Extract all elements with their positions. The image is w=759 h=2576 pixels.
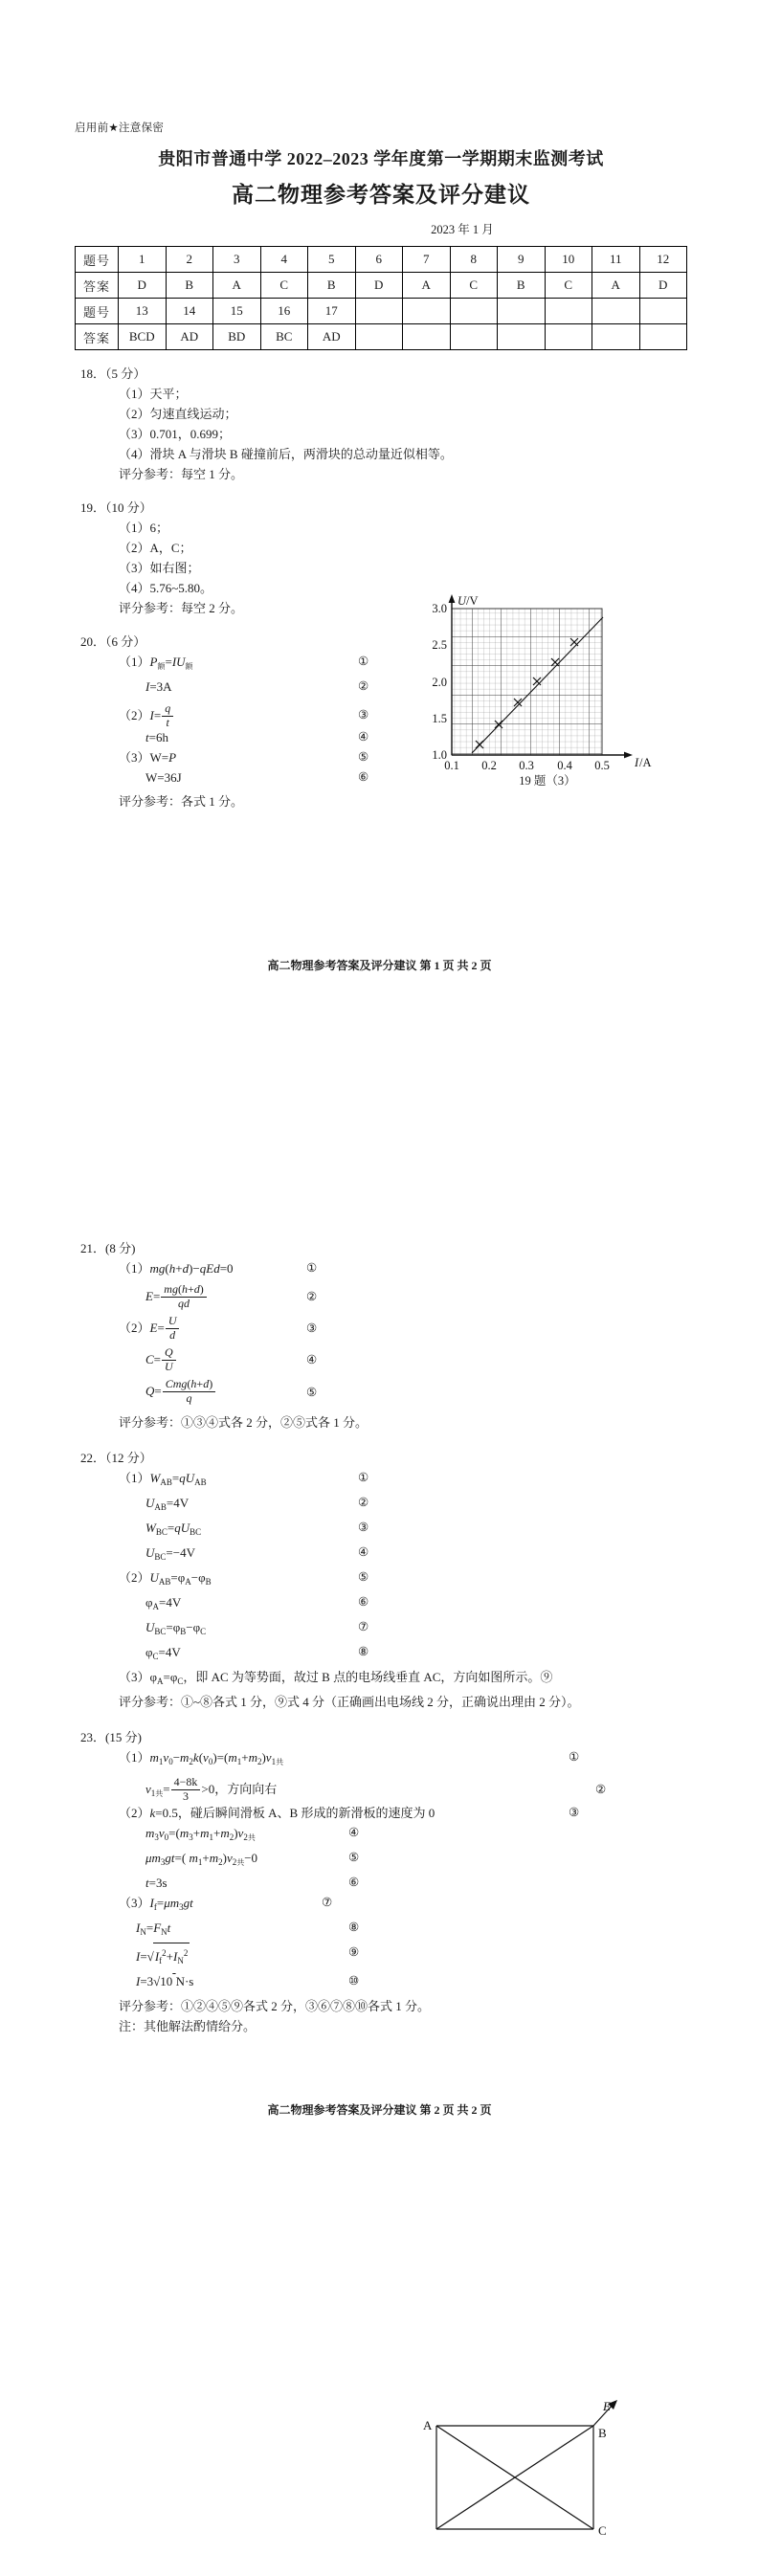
cell: 11	[592, 247, 640, 273]
q19-item-1: （1）6；	[119, 521, 169, 535]
cell	[592, 324, 640, 350]
question-21	[75, 1238, 687, 1432]
svg-text:0.5: 0.5	[594, 759, 610, 772]
eq-num: ⑧	[348, 1921, 360, 1934]
eq-num: ③	[569, 1806, 580, 1819]
q19-score-note: 评分参考：每空 2 分。	[119, 601, 244, 615]
cell	[403, 299, 451, 324]
svg-text:0.3: 0.3	[519, 759, 534, 772]
cell: AD	[308, 324, 356, 350]
cell: B	[308, 273, 356, 299]
eq-num: ④	[348, 1826, 360, 1839]
cell	[545, 324, 592, 350]
label-A: A	[423, 2418, 433, 2432]
eq-num: ②	[358, 1496, 369, 1509]
q23-line-7: $(3)I_f=\mu m_3gt$ ⑦	[119, 1893, 687, 1918]
eq-num: ③	[358, 708, 369, 722]
svg-text:2.0: 2.0	[432, 676, 447, 689]
cell	[450, 324, 498, 350]
page-1	[0, 0, 759, 1074]
svg-text:0.2: 0.2	[481, 759, 497, 772]
cell: 5	[308, 247, 356, 273]
q18-item-4: （4）滑块 A 与滑块 B 碰撞前后，两滑块的总动量近似相等。	[119, 447, 453, 461]
cell	[355, 299, 403, 324]
eq-num: ④	[358, 730, 369, 744]
cell: 3	[213, 247, 261, 273]
svg-text:3.0: 3.0	[432, 602, 447, 615]
q21-line-5: Q= $\frac{\text{Cmg(h+d)}}{q}$ ⑤	[145, 1377, 318, 1405]
svg-text:/V: /V	[466, 594, 479, 608]
cell: 14	[166, 299, 213, 324]
table-row	[76, 273, 687, 299]
cell: 16	[260, 299, 308, 324]
q18-item-3: （3）0.701，0.699；	[119, 427, 232, 441]
eq-num: ⑧	[358, 1645, 369, 1658]
cell	[639, 299, 687, 324]
row-label: 题号	[76, 299, 119, 324]
q23-line-9: $I=√I_f^2+I_N^2$ ⑨	[136, 1943, 687, 1971]
q18-score-note: 评分参考：每空 1 分。	[119, 467, 244, 481]
eq-num: ③	[358, 1521, 369, 1534]
cell: B	[166, 273, 213, 299]
q19-item-2: （2）A，C；	[119, 541, 192, 555]
q23-score-note: 评分参考：①②④⑤⑨各式 2 分，③⑥⑦⑧⑩各式 1 分。	[119, 1999, 431, 2013]
q22-line-5: $(2)U_{AB}=\varphi_A-\varphi_B$ ⑤	[119, 1567, 687, 1592]
cell: BD	[213, 324, 261, 350]
cell: BCD	[119, 324, 167, 350]
svg-text:1.5: 1.5	[432, 712, 447, 725]
eq-num: ①	[569, 1750, 580, 1764]
cell: 13	[119, 299, 167, 324]
eq-num: ③	[306, 1321, 318, 1335]
page-2	[0, 1074, 759, 2538]
q21-head: 21．(8 分)	[80, 1241, 136, 1255]
q22-score-note: 评分参考：①~⑧各式 1 分，⑨式 4 分（正确画出电场线 2 分，正确说出理由 2 分）。	[119, 1695, 580, 1709]
cell: 15	[213, 299, 261, 324]
q22-head: 22．（12 分）	[80, 1451, 152, 1465]
q22-line-1: $(1)W_{AB}=qU_{AB}$ ①	[119, 1468, 687, 1493]
q19-item-4: （4）5.76~5.80。	[119, 581, 213, 595]
cell: 4	[260, 247, 308, 273]
eq-num: ⑤	[358, 1570, 369, 1584]
cell	[545, 299, 592, 324]
graph-caption: 19 题（3）	[519, 774, 576, 788]
q23-line-6: t=3s ⑥	[145, 1873, 687, 1893]
cell	[403, 324, 451, 350]
row-label: 题号	[76, 247, 119, 273]
q23-line-10: I=3√10 N·s ⑩	[136, 1971, 687, 1991]
q21-line-3: （2）E= $\frac{U}{d}$ ③	[119, 1314, 318, 1342]
q20-head: 20．（6 分）	[80, 634, 146, 649]
cell: A	[213, 273, 261, 299]
cell: B	[498, 273, 546, 299]
cell: D	[119, 273, 167, 299]
q18-item-1: （1）天平；	[119, 387, 188, 401]
cell: D	[355, 273, 403, 299]
cell: 7	[403, 247, 451, 273]
q23-line-5: $\mu m_3gt=$( $m_1+m_2)v_{2共}-0$ ⑤	[145, 1848, 687, 1873]
cell: C	[450, 273, 498, 299]
eq-num: ⑥	[348, 1876, 360, 1889]
eq-num: ⑥	[358, 1595, 369, 1609]
cell: C	[260, 273, 308, 299]
q21-line-1: （1）mg(h+d)−qEd=0 ①	[119, 1258, 687, 1278]
page-2-footer: 高二物理参考答案及评分建议 第 2 页 共 2 页	[267, 2103, 492, 2117]
eq-num: ⑥	[358, 770, 369, 784]
q20-line-4: t=6h ④	[145, 727, 687, 747]
cell	[450, 299, 498, 324]
q23-line-4: $m_3v_0=(m_3+m_1+m_2)v_{2共}$ ④	[145, 1823, 687, 1848]
q23-line-8: $I_N=F_Nt$ ⑧	[136, 1918, 687, 1943]
cell: C	[545, 273, 592, 299]
eq-num: ⑤	[358, 750, 369, 764]
cell: A	[592, 273, 640, 299]
answer-table	[75, 246, 687, 350]
q22-line-7: $U_{BC}=\varphi_B-\varphi_C$ ⑦	[145, 1617, 687, 1642]
q23-line-1: $(1)m_1v_0-m_2k(v_0)=(m_1+m_2)v_{1共}$ ①	[119, 1747, 687, 1772]
eq-num: ⑤	[306, 1386, 318, 1399]
q20-line-6: W=36J ⑥	[145, 767, 687, 788]
q19-item-3: （3）如右图；	[119, 561, 200, 575]
eq-num: ④	[306, 1353, 318, 1366]
cell: AD	[166, 324, 213, 350]
q20-line-1: $(1)P_额=IU_额$ ①	[119, 652, 687, 677]
label-C: C	[598, 2523, 607, 2538]
cell: 9	[498, 247, 546, 273]
cell	[639, 324, 687, 350]
cell: 10	[545, 247, 592, 273]
cell: 1	[119, 247, 167, 273]
cell	[592, 299, 640, 324]
q22-line-2: $U_{AB}=4V$ ②	[145, 1493, 687, 1518]
ui-graph	[413, 578, 701, 798]
eq-num: ②	[595, 1783, 607, 1796]
q23-head: 23．(15 分)	[80, 1730, 142, 1744]
cell: 8	[450, 247, 498, 273]
ui-graph-svg	[413, 578, 701, 798]
eq-num: ②	[358, 679, 369, 693]
eq-num: ⑦	[358, 1620, 369, 1633]
question-18	[75, 364, 687, 484]
cell	[498, 299, 546, 324]
q22-line-4: $U_{BC}=-4V$ ④	[145, 1543, 687, 1567]
q23-line-2: $v_{1共}=$ $\frac{4-8k}{3}$ >0，方向向右 ②	[145, 1775, 607, 1803]
q18-item-2: （2）匀速直线运动；	[119, 407, 237, 421]
q21-line-2: E= $\frac{mg(h+d)}{qd}$ ②	[145, 1282, 318, 1310]
q20-line-5: （3）W=P ⑤	[119, 747, 687, 767]
question-23	[75, 1727, 687, 2036]
q22-line-6: $\varphi_A=4V$ ⑥	[145, 1592, 687, 1617]
q20-score-note: 评分参考：各式 1 分。	[119, 794, 244, 809]
eq-num: ⑦	[322, 1896, 333, 1909]
q22-figure-svg	[406, 2389, 712, 2571]
svg-text:U: U	[458, 594, 467, 608]
q23-extra-note: 注：其他解法酌情给分。	[119, 2019, 257, 2033]
cell: 6	[355, 247, 403, 273]
row-label: 答案	[76, 324, 119, 350]
eq-num: ①	[306, 1261, 318, 1275]
q19-head: 19．（10 分）	[80, 500, 152, 515]
svg-text:0.1: 0.1	[444, 759, 459, 772]
svg-text:1.0: 1.0	[432, 748, 447, 762]
label-E: E	[603, 2399, 611, 2413]
q21-line-4: C= $\frac{Q}{U}$ ④	[145, 1345, 318, 1373]
secret-notice: 启用前★注意保密	[75, 121, 165, 134]
eq-num: ⑤	[348, 1851, 360, 1864]
eq-num: ④	[358, 1545, 369, 1559]
label-B: B	[598, 2426, 607, 2440]
svg-text:0.4: 0.4	[557, 759, 572, 772]
table-row	[76, 324, 687, 350]
row-label: 答案	[76, 273, 119, 299]
cell	[355, 324, 403, 350]
svg-text:2.5: 2.5	[432, 638, 447, 652]
table-row	[76, 299, 687, 324]
cell: 12	[639, 247, 687, 273]
cell: BC	[260, 324, 308, 350]
q23-line-3: （2）k=0.5，碰后瞬间滑板 A、B 形成的新滑板的速度为 0 ③	[119, 1803, 687, 1823]
q20-line-2: I=3A ②	[145, 677, 687, 697]
table-row	[76, 247, 687, 273]
eq-num: ①	[358, 655, 369, 668]
q22-line-9: $(3)\varphi_A=\varphi_C$，即 AC 为等势面，故过 B 点的电场线垂直 AC，方向如图所示。⑨	[119, 1670, 553, 1686]
eq-num: ⑨	[348, 1945, 360, 1959]
q20-line-3: （2）I= $\frac{q}{t}$ ③	[119, 701, 369, 729]
exam-date: 2023 年 1 月	[431, 223, 494, 236]
q21-score-note: 评分参考：①③④式各 2 分，②⑤式各 1 分。	[119, 1415, 368, 1430]
svg-text:/A: /A	[639, 756, 652, 769]
cell: 2	[166, 247, 213, 273]
question-22	[75, 1448, 687, 1712]
cell	[498, 324, 546, 350]
cell: A	[403, 273, 451, 299]
exam-title-line1: 贵阳市普通中学 2022–2023 学年度第一学期期末监测考试	[158, 149, 604, 168]
q22-line-8: $\varphi_C=4V$ ⑧	[145, 1642, 687, 1667]
eq-num: ①	[358, 1471, 369, 1484]
svg-text:I: I	[635, 756, 639, 769]
page-title: 高二物理参考答案及评分建议	[232, 183, 530, 208]
page-1-footer: 高二物理参考答案及评分建议 第 1 页 共 2 页	[267, 959, 492, 972]
q18-head: 18．（5 分）	[80, 366, 146, 381]
eq-num: ②	[306, 1290, 318, 1303]
q22-line-3: $W_{BC}=qU_{BC}$ ③	[145, 1518, 687, 1543]
eq-num: ⑩	[348, 1974, 360, 1988]
cell: D	[639, 273, 687, 299]
cell: 17	[308, 299, 356, 324]
q22-figure	[406, 2389, 712, 2571]
